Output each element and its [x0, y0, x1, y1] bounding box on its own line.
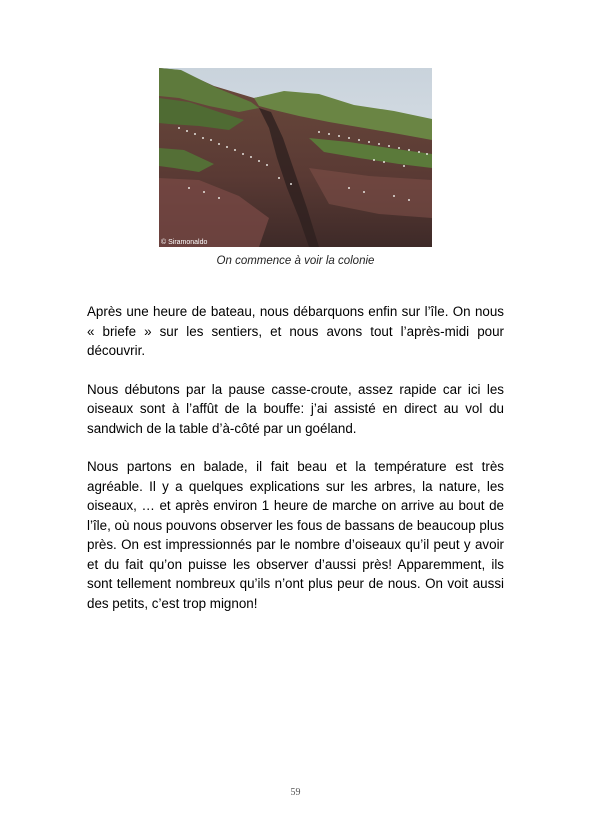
photo-credit: © Siramonaldo — [161, 239, 208, 246]
cliff-colony-photo — [159, 68, 432, 247]
paragraph-1: Après une heure de bateau, nous débarquons enfin sur l’île. On nous « briefe » sur les sentiers, et nous avons tout l’après-midi pour découvrir. — [87, 304, 504, 358]
page-number: 59 — [290, 787, 301, 798]
paragraph-3: Nous partons en balade, il fait beau et la température est très agréable. Il y a quelques explications sur les arbres, la nature, les oiseaux, … et après environ 1 heure de marche on arrive au bout de l’île, où nous pouvons observer les fous de bassans de beaucoup plus près. On est impressionnés par le nombre d’oiseaux qu’il peut y avoir et du fait qu’on puisse les observer d’aussi près! Apparemment, ils sont tellement nombreux qu’ils n’ont plus peur de nous. On voit aussi des petits, c’est trop mignon! — [87, 459, 504, 611]
cliff-illustration — [159, 68, 432, 247]
paragraph-2: Nous débutons par la pause casse-croute, assez rapide car ici les oiseaux sont à l’affût de la bouffe: j’ai assisté en direct au vol du sandwich de la table d’à-côté par un goéland. — [87, 381, 504, 436]
body-text — [87, 302, 504, 632]
figure-caption: On commence à voir la colonie — [216, 255, 375, 267]
